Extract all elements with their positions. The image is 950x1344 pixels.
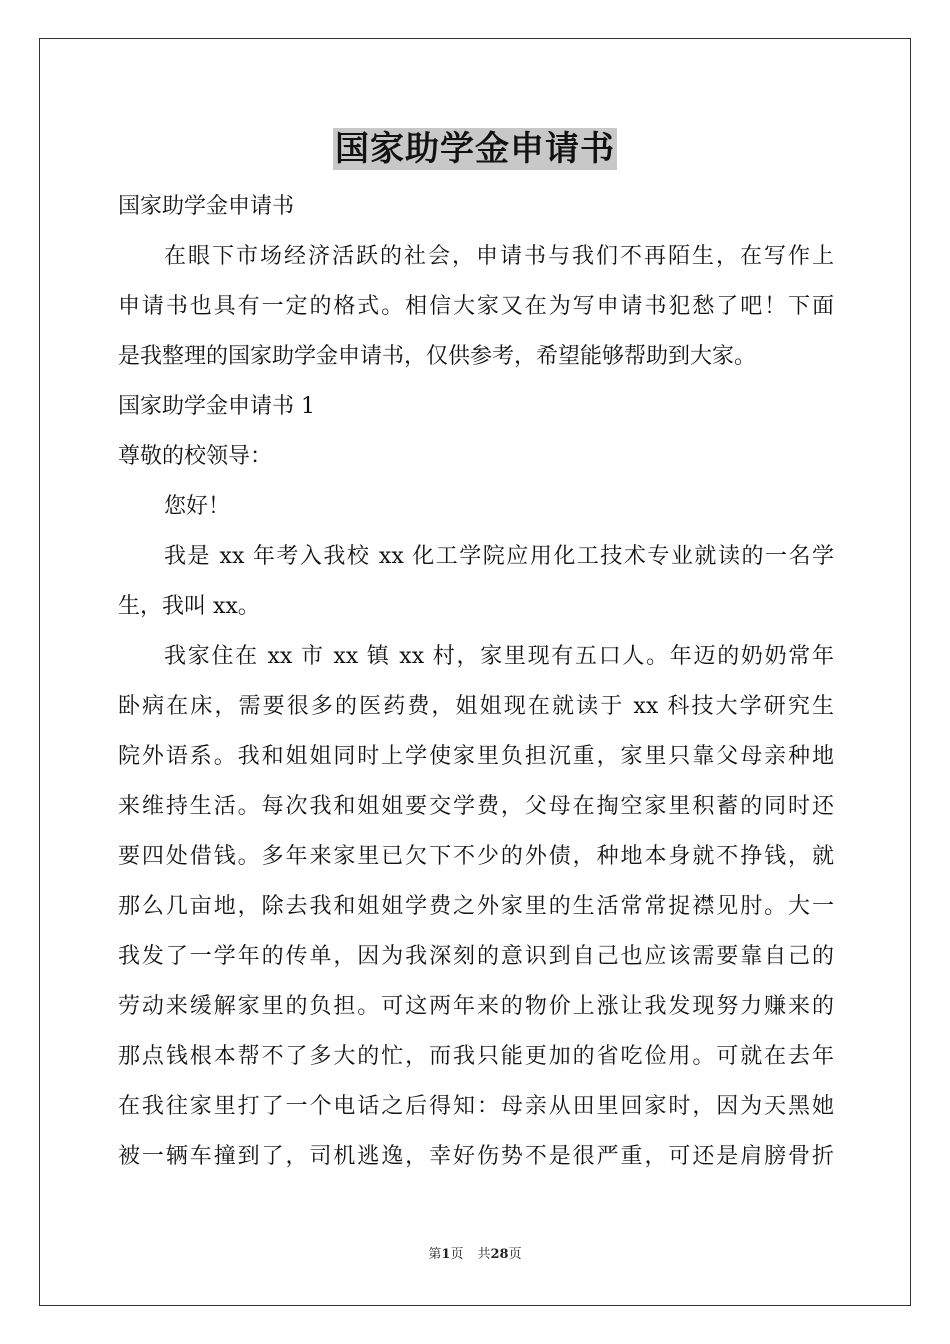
text-line: 尊敬的校领导： <box>118 444 273 469</box>
document-body <box>118 182 834 1182</box>
text-line: 国家助学金申请书 1 <box>118 394 315 419</box>
footer-total-suffix: 页 <box>508 1247 522 1262</box>
text-line: 您好！ <box>164 494 231 519</box>
footer-total-prefix: 共 <box>477 1247 491 1262</box>
text-line: 劳动来缓解家里的负担。可这两年来的物价上涨让我发现努力赚来的 <box>118 994 834 1019</box>
text-line: 在我往家里打了一个电话之后得知：母亲从田里回家时，因为天黑她 <box>118 1094 834 1119</box>
text-line: 来维持生活。每次我和姐姐要交学费，父母在掏空家里积蓄的同时还 <box>118 794 834 819</box>
page-footer <box>0 1246 950 1264</box>
footer-page-prefix: 第 <box>428 1247 442 1262</box>
footer-page-suffix: 页 <box>450 1247 464 1262</box>
text-line: 我发了一学年的传单，因为我深刻的意识到自己也应该需要靠自己的 <box>118 944 834 969</box>
text-line: 申请书也具有一定的格式。相信大家又在为写申请书犯愁了吧！下面 <box>118 294 834 319</box>
text-line: 生，我叫 xx。 <box>118 594 260 619</box>
title-container <box>0 128 950 170</box>
text-line: 要四处借钱。多年来家里已欠下不少的外债，种地本身就不挣钱，就 <box>118 844 834 869</box>
text-line: 我是 xx 年考入我校 xx 化工学院应用化工技术专业就读的一名学 <box>164 544 834 569</box>
text-line: 院外语系。我和姐姐同时上学使家里负担沉重，家里只靠父母亲种地 <box>118 744 834 769</box>
text-line: 是我整理的国家助学金申请书，仅供参考，希望能够帮助到大家。 <box>118 344 757 369</box>
text-line: 在眼下市场经济活跃的社会，申请书与我们不再陌生，在写作上 <box>164 244 834 269</box>
document-title: 国家助学金申请书 <box>335 129 615 169</box>
text-line: 那点钱根本帮不了多大的忙，而我只能更加的省吃俭用。可就在去年 <box>118 1044 834 1069</box>
footer-page-number: 1 <box>441 1247 451 1262</box>
text-line: 那么几亩地，除去我和姐姐学费之外家里的生活常常捉襟见肘。大一 <box>118 894 834 919</box>
text-line: 国家助学金申请书 <box>118 194 295 219</box>
footer-total-pages: 28 <box>490 1247 509 1262</box>
text-line: 我家住在 xx 市 xx 镇 xx 村，家里现有五口人。年迈的奶奶常年 <box>164 644 834 669</box>
text-line: 被一辆车撞到了，司机逃逸，幸好伤势不是很严重，可还是肩膀骨折 <box>118 1144 834 1169</box>
text-line: 卧病在床，需要很多的医药费，姐姐现在就读于 xx 科技大学研究生 <box>118 694 834 719</box>
